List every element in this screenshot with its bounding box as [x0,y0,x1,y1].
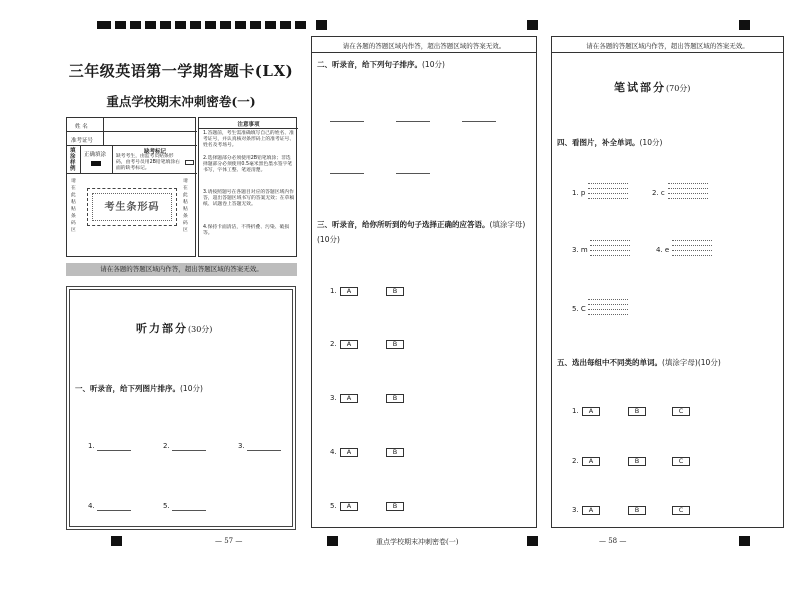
marker-block [235,21,246,29]
name-field[interactable] [103,118,197,132]
sec4-item-5-writing-lines[interactable] [588,299,628,313]
barcode-paste-box [87,188,177,226]
answer-area-notice-bar: 请在各题的答题区域内作答，超出答题区域的答案无效。 [66,263,297,276]
sec5-q1-option-a[interactable]: A [582,407,600,416]
sec4-item-3-writing-lines[interactable] [590,240,630,254]
sec1-item-4-blank[interactable] [97,510,131,511]
marker-block [220,21,231,29]
corner-mark [327,536,338,546]
sec5-q3-option-a[interactable]: A [582,506,600,515]
marker-block [280,21,291,29]
corner-mark [316,20,327,30]
middle-header-divider [312,52,536,53]
page-number-left: — 57 — [215,537,243,545]
section-2-title: 二、听录音，给下列句子排序。(10分) [317,60,445,69]
sec4-item-5-label: 5. C [572,305,586,313]
sec3-q3-option-b[interactable]: B [386,394,404,403]
sec5-q2-option-a[interactable]: A [582,457,600,466]
sec1-item-3-blank[interactable] [247,450,281,451]
correct-fill-label: 正确填涂 [84,152,107,158]
right-header-divider [552,52,783,53]
sec2-blank-1[interactable] [330,121,364,122]
page-title: 三年级英语第一学期答题卡(LX) [68,62,294,80]
sec1-item-1-blank[interactable] [97,450,131,451]
student-info-block [66,117,196,257]
absent-mark-box[interactable] [185,160,194,165]
sec1-item-2-blank[interactable] [172,450,206,451]
marker-block [250,21,261,29]
section-5-title: 五、选出每组中不同类的单词。(填涂字母)(10分) [557,358,721,367]
sec1-item-4-label: 4. [88,502,95,510]
page-number-right: — 58 — [599,537,627,545]
listening-panel [69,289,293,527]
sec5-q3-option-b[interactable]: B [628,506,646,515]
absent-mark-cell [113,146,197,174]
sec2-blank-2[interactable] [396,121,430,122]
name-label: 姓 名 [75,124,88,130]
sec3-q2-option-b[interactable]: B [386,340,404,349]
sec5-q3-option-c[interactable]: C [672,506,690,515]
section-1-title: 一、听录音，给下列图片排序。(10分) [75,384,203,393]
correct-fill-cell [81,146,113,174]
sec3-q2-option-a[interactable]: A [340,340,358,349]
corner-mark [527,536,538,546]
sec5-q1-option-c[interactable]: C [672,407,690,416]
notes-title: 注意事项 [237,122,260,128]
page-subtitle: 重点学校期末冲刺密卷(一) [106,94,256,109]
sec3-q4-option-b[interactable]: B [386,448,404,457]
sec4-item-2-writing-lines[interactable] [668,183,708,197]
note-item-1: 1.答题前，考生需准确填写自己的姓名、准考证号，并认真核对条形码上的准考证号、姓名及考场号。 [203,131,295,149]
sec5-q2-option-c[interactable]: C [672,457,690,466]
marker-block [175,21,186,29]
section-4-title: 四、看图片，补全单词。(10分) [557,138,663,147]
sec3-q1-option-a[interactable]: A [340,287,358,296]
notes-block [198,117,297,257]
sec3-q1-option-b[interactable]: B [386,287,404,296]
section-3-title: 三、听录音，给你所听到的句子选择正确的应答语。(填涂字母)(10分) [317,220,526,244]
fill-sample-label: 填涂样例 [70,148,76,172]
paste-area-label-right: 请在此粘贴条码区 [183,179,188,233]
corner-mark [527,20,538,30]
right-panel: 请在各题的答题区域内作答，超出答题区域的答案无效。 笔试部分(70分) 四、看图片，补全单词。(10分) 1. p 2. c 3. m 4. e 5. C 五、选出每组中不同类的单词。(填涂字母)(10分) 1. A B C 2. A B C 3. A B C [551,36,784,528]
middle-panel: 请在各题的答题区域内作答，超出答题区域的答案无效。 二、听录音，给下列句子排序。(10分) 三、听录音，给你所听到的句子选择正确的应答语。(填涂字母)(10分) 1. A B 2. A B 3. A B 4. A B 5. A B [311,36,537,528]
sec2-blank-5[interactable] [396,173,430,174]
marker-block [97,21,111,29]
sec2-blank-3[interactable] [462,121,496,122]
name-row [67,118,197,132]
marker-block [295,21,306,29]
barcode-label: 考生条形码 [92,193,172,221]
note-item-4: 4.保持卡面清洁，不得折叠、污染、破损等。 [203,225,290,237]
fill-sample-cell [67,146,81,174]
sec4-item-2-label: 2. c [652,189,665,197]
sec4-item-4-writing-lines[interactable] [672,240,712,254]
marker-block [160,21,171,29]
note-item-2: 2.选择题部分必须使用2B铅笔填涂；非选择题部分必须使用0.5毫米黑色墨水签字笔书写，字体工整、笔迹清楚。 [203,156,293,174]
paste-area-label-left: 请在此粘贴条码区 [71,179,76,233]
marker-block [115,21,126,29]
sec1-item-1-label: 1. [88,442,95,450]
exam-number-field[interactable] [103,132,197,146]
sec2-blank-4[interactable] [330,173,364,174]
sec4-item-1-label: 1. p [572,189,586,197]
exam-number-row [67,132,197,146]
exam-number-label: 准考证号 [71,138,94,144]
marker-block [205,21,216,29]
absent-mark-text: 缺考考生，由监考员贴条形码，由考号员用2B铅笔填涂右面的缺考标记。 [116,154,180,171]
middle-header-note: 请在各题的答题区域内作答，超出答题区域的答案无效。 [342,42,506,50]
corner-mark [739,20,750,30]
sec1-item-5-label: 5. [163,502,170,510]
written-part-title: 笔试部分(70分) [614,81,691,94]
sec1-item-3-label: 3. [238,442,245,450]
sec5-q1-option-b[interactable]: B [628,407,646,416]
sec5-q2-option-b[interactable]: B [628,457,646,466]
sec3-q5-option-b[interactable]: B [386,502,404,511]
corner-mark [739,536,750,546]
sec3-q3-option-a[interactable]: A [340,394,358,403]
right-header-note: 请在各题的答题区域内作答，超出答题区域的答案无效。 [586,42,749,50]
corner-mark [111,536,122,546]
marker-block [265,21,276,29]
filled-mark-sample [91,161,101,166]
note-item-3: 3.请按照题号在各题目对应的答题区域内作答，超出答题区域书写的答案无效；在草稿纸、试题卷上答题无效。 [203,190,295,208]
marker-block [190,21,201,29]
sec4-item-3-label: 3. m [572,246,588,254]
sec3-q5-option-a[interactable]: A [340,502,358,511]
sec4-item-1-writing-lines[interactable] [588,183,628,197]
listening-part-title: 听力部分(30分) [136,322,213,335]
sec3-q4-option-a[interactable]: A [340,448,358,457]
footer-title: 重点学校期末冲刺密卷(一) [376,538,459,546]
sec1-item-5-blank[interactable] [172,510,206,511]
sec1-item-2-label: 2. [163,442,170,450]
absent-mark-title: 缺考标记 [143,149,166,155]
marker-block [130,21,141,29]
marker-block [145,21,156,29]
notes-divider [199,128,298,129]
barcode-area [67,174,197,258]
sec4-item-4-label: 4. e [656,246,670,254]
